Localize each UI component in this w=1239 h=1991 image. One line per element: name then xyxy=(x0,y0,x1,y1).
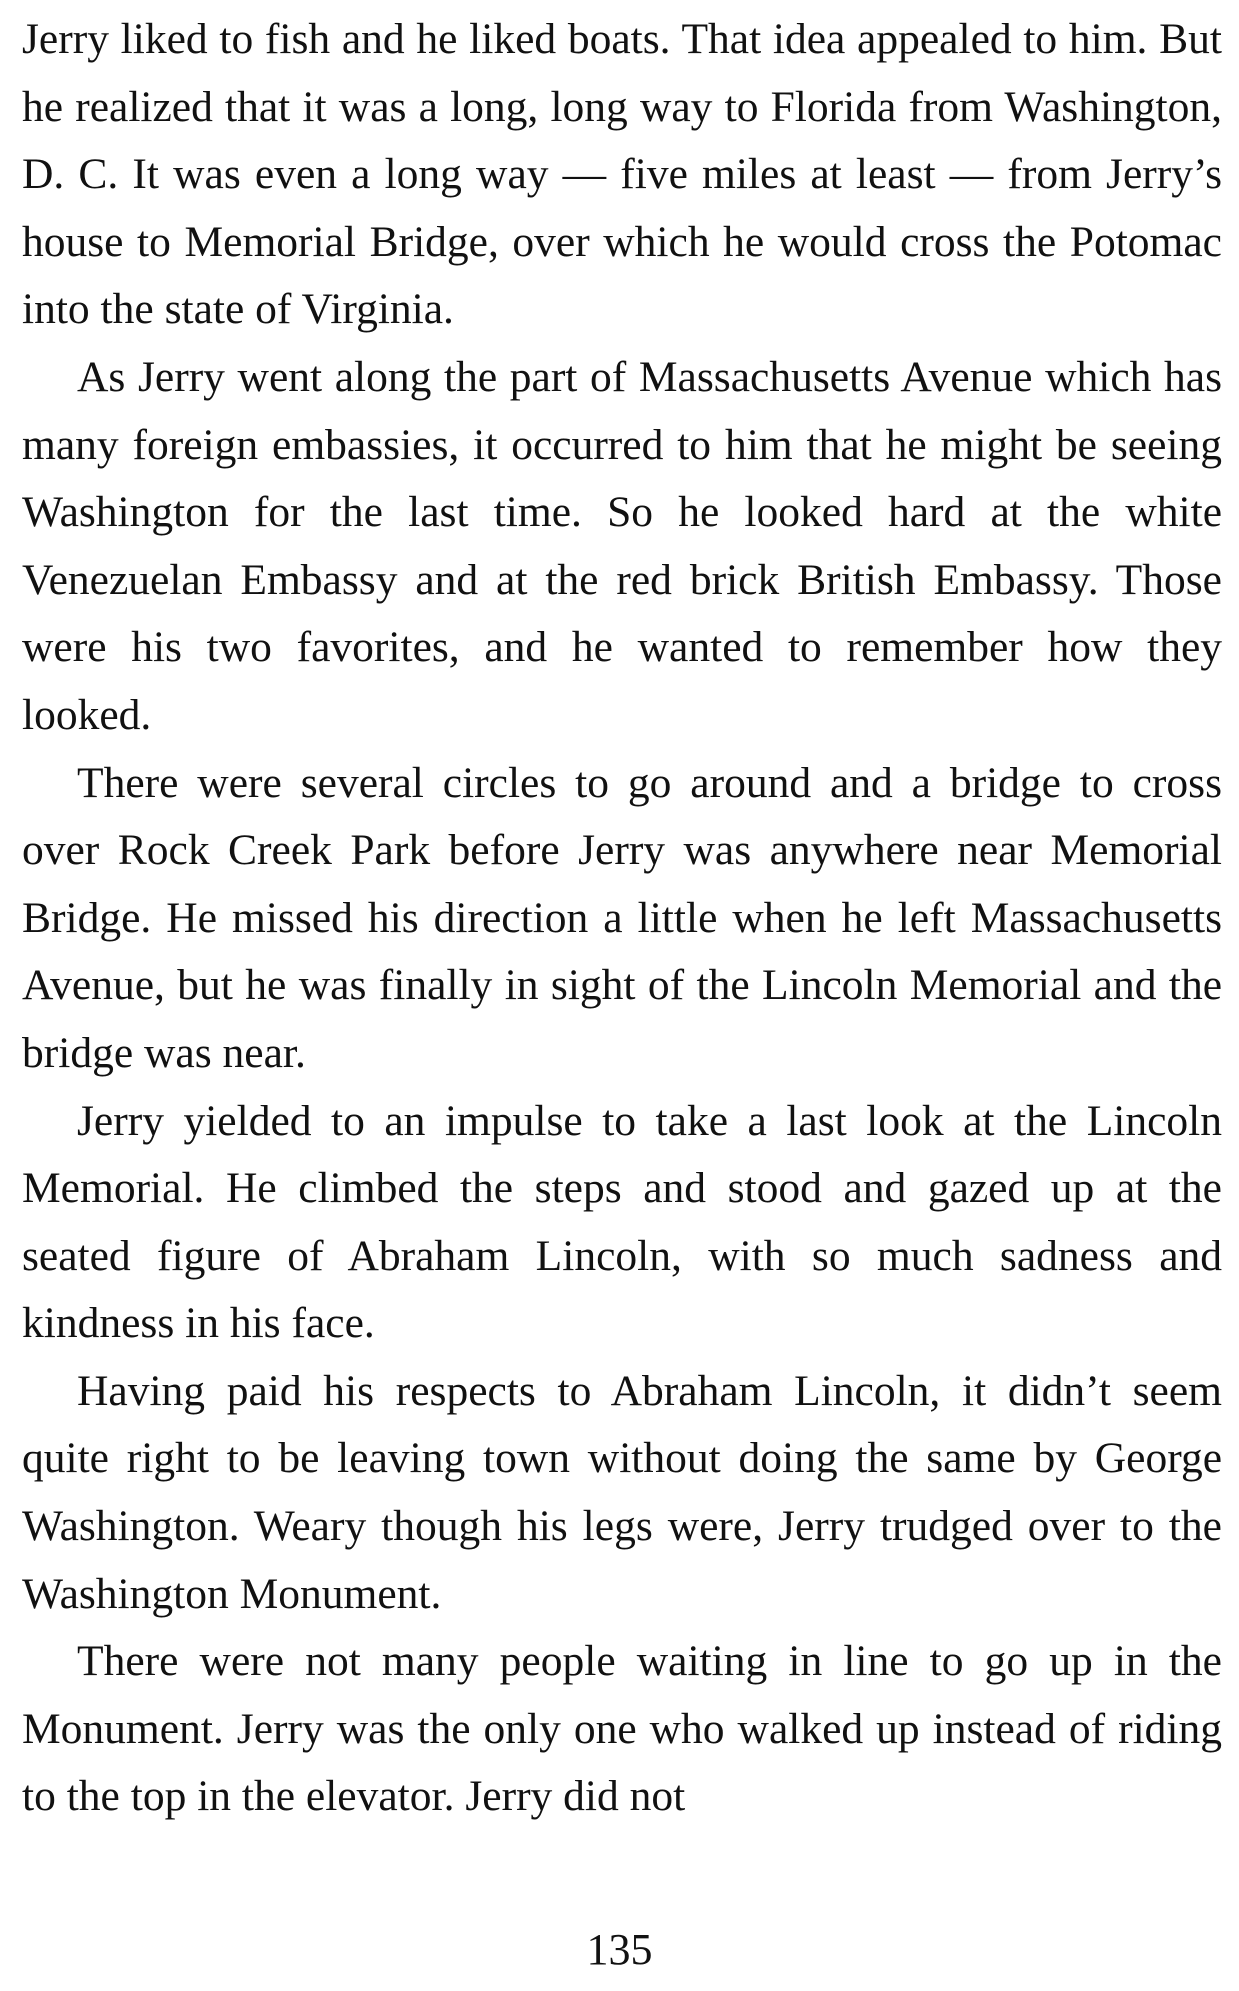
page-text xyxy=(22,6,1222,1831)
paragraph-5: Having paid his respects to Abraham Lincoln, it didn’t seem quite right to be leaving town without doing the same by George Washington. Weary though his legs were, Jerry trudged over to the Washington Monument. xyxy=(22,1366,1222,1618)
paragraph-2: As Jerry went along the part of Massachusetts Avenue which has many foreign embassies, it occurred to him that he might be seeing Washington for the last time. So he looked hard at the white Venezuelan Embassy and at the red brick British Embassy. Those were his two favorites, and he wanted to remember how they looked. xyxy=(22,352,1222,739)
paragraph-3: There were several circles to go around and a bridge to cross over Rock Creek Park before Jerry was anywhere near Memorial Bridge. He missed his direction a little when he left Massachusetts Avenue, but he was finally in sight of the Lincoln Memorial and the bridge was near. xyxy=(22,758,1222,1077)
paragraph-4: Jerry yielded to an impulse to take a last look at the Lincoln Memorial. He climbed the steps and stood and gazed up at the seated figure of Abraham Lincoln, with so much sadness and kindness in his face. xyxy=(22,1096,1222,1348)
paragraph-1: Jerry liked to fish and he liked boats. That idea appealed to him. But he realized that it was a long, long way to Florida from Washington, D. C. It was even a long way — five miles at least — from Jerry’s house to Memorial Bridge, over which he would cross the Potomac into the state of Virginia. xyxy=(22,15,1222,334)
page-number: 135 xyxy=(586,1925,653,1974)
paragraph-6: There were not many people waiting in line to go up in the Monument. Jerry was the only one who walked up instead of riding to the top in the elevator. Jerry did not xyxy=(22,1637,1222,1821)
